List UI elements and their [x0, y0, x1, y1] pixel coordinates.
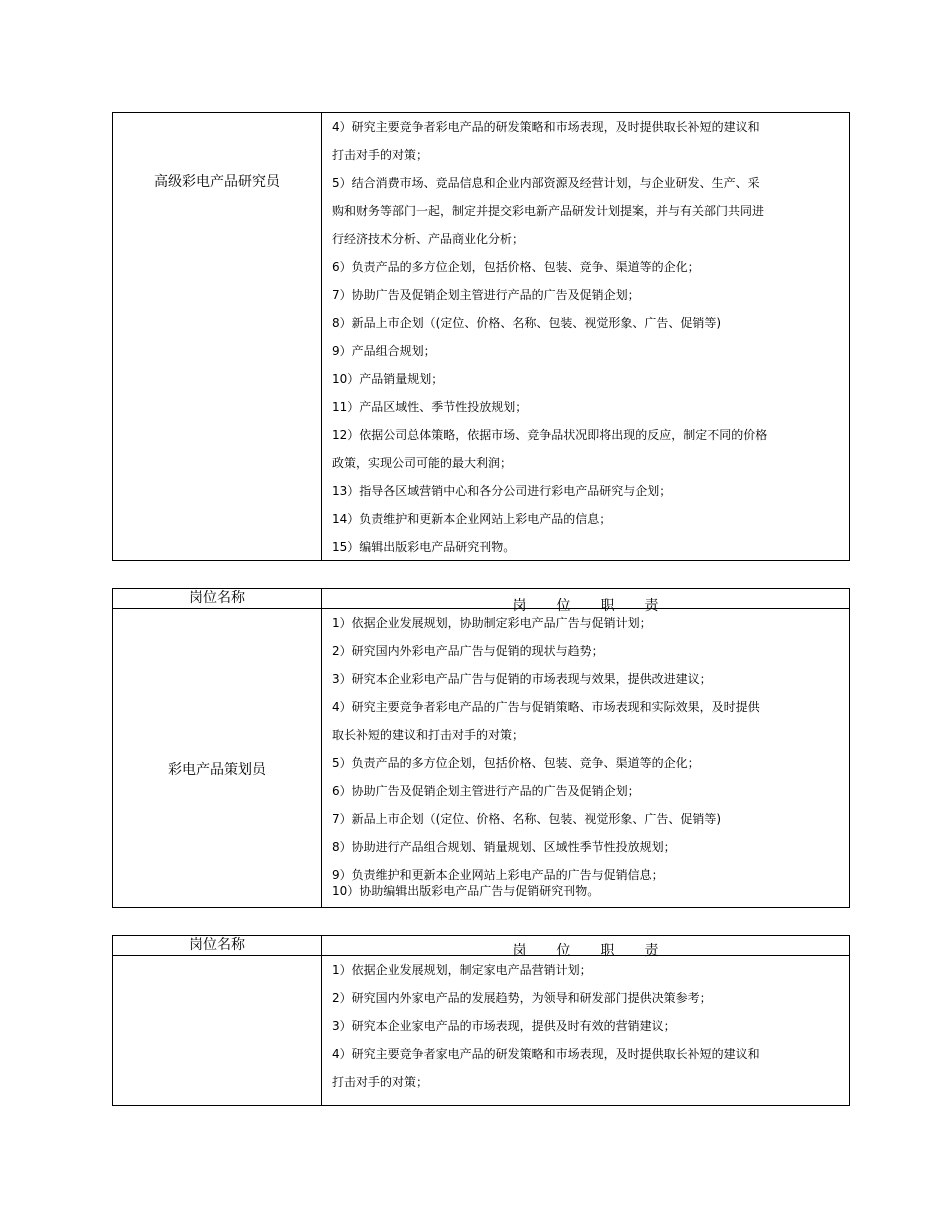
duties-cell: [322, 956, 849, 1105]
role-name: 彩电产品策划员: [168, 762, 266, 778]
role-name-cell: [113, 956, 322, 1105]
duty-line: 9）负责维护和更新本企业网站上彩电产品的广告与促销信息；: [332, 868, 664, 882]
duty-line: 12）依据公司总体策略，依据市场、竞争品状况即将出现的反应，制定不同的价格: [332, 428, 768, 442]
header-role-name: 岗位名称: [113, 589, 322, 608]
job-table-senior-researcher: [112, 112, 850, 561]
duty-line: 1）依据企业发展规划，协助制定彩电产品广告与促销计划；: [332, 616, 652, 630]
table-row: [113, 609, 849, 907]
duty-line: 政策，实现公司可能的最大利润；: [332, 456, 513, 470]
duty-line: 6）协助广告及促销企划主管进行产品的广告及促销企划；: [332, 784, 640, 798]
duty-line: 5）结合消费市场、竞品信息和企业内部资源及经营计划，与企业研发、生产、采: [332, 176, 760, 190]
duties-cell: [322, 609, 849, 907]
duty-line: 14）负责维护和更新本企业网站上彩电产品的信息；: [332, 512, 612, 526]
duty-line: 打击对手的对策；: [332, 148, 429, 162]
duty-line: 7）新品上市企划（(定位、价格、名称、包装、视觉形象、广告、促销等): [332, 812, 722, 826]
duty-line: 5）负责产品的多方位企划，包括价格、包装、竞争、渠道等的企化；: [332, 756, 700, 770]
duty-line: 打击对手的对策；: [332, 1075, 429, 1089]
duty-line: 4）研究主要竞争者彩电产品的广告与促销策略、市场表现和实际效果，及时提供: [332, 700, 760, 714]
table-header: [113, 936, 849, 959]
job-table-planner: [112, 588, 850, 908]
duty-line: 取长补短的建议和打击对手的对策；: [332, 728, 525, 742]
header-duties: 岗位职责: [512, 598, 689, 614]
duty-line: 3）研究本企业彩电产品广告与促销的市场表现与效果，提供改进建议；: [332, 672, 712, 686]
duty-line: 13）指导各区域营销中心和各分公司进行彩电产品研究与企划；: [332, 484, 672, 498]
duty-line: 1）依据企业发展规划，制定家电产品营销计划；: [332, 963, 592, 977]
duty-line: 2）研究国内外彩电产品广告与促销的现状与趋势；: [332, 644, 604, 658]
duty-line: 15）编辑出版彩电产品研究刊物。: [332, 540, 516, 554]
header-duties: 岗位职责: [512, 943, 689, 959]
duty-line: 8）新品上市企划（(定位、价格、名称、包装、视觉形象、广告、促销等): [332, 316, 722, 330]
duties-cell: [322, 113, 849, 560]
duty-line: 4）研究主要竞争者彩电产品的研发策略和市场表现，及时提供取长补短的建议和: [332, 120, 760, 134]
duty-line: 10）协助编辑出版彩电产品广告与促销研究刊物。: [332, 884, 600, 898]
duty-line: 10）产品销量规划；: [332, 372, 444, 386]
header-role-name: 岗位名称: [113, 936, 322, 955]
duty-line: 3）研究本企业家电产品的市场表现，提供及时有效的营销建议；: [332, 1019, 676, 1033]
duty-line: 6）负责产品的多方位企划，包括价格、包装、竞争、渠道等的企化；: [332, 260, 700, 274]
role-name: 高级彩电产品研究员: [154, 174, 280, 190]
duty-line: 9）产品组合规划；: [332, 344, 436, 358]
table-row: [113, 113, 849, 560]
duty-line: 购和财务等部门一起，制定并提交彩电新产品研发计划提案，并与有关部门共同进: [332, 204, 765, 218]
role-name-cell: [113, 113, 322, 560]
role-name-cell: [113, 609, 322, 907]
duty-line: 8）协助进行产品组合规划、销量规划、区域性季节性投放规划；: [332, 840, 676, 854]
duty-line: 7）协助广告及促销企划主管进行产品的广告及促销企划；: [332, 288, 640, 302]
duty-line: 11）产品区域性、季节性投放规划；: [332, 400, 528, 414]
table-header: [113, 589, 849, 614]
duty-line: 行经济技术分析、产品商业化分析；: [332, 232, 525, 246]
duty-line: 2）研究国内外家电产品的发展趋势，为领导和研发部门提供决策参考；: [332, 991, 712, 1005]
duty-line: 4）研究主要竞争者家电产品的研发策略和市场表现，及时提供取长补短的建议和: [332, 1047, 760, 1061]
job-table-appliance: [112, 935, 850, 1106]
table-row: [113, 956, 849, 1105]
